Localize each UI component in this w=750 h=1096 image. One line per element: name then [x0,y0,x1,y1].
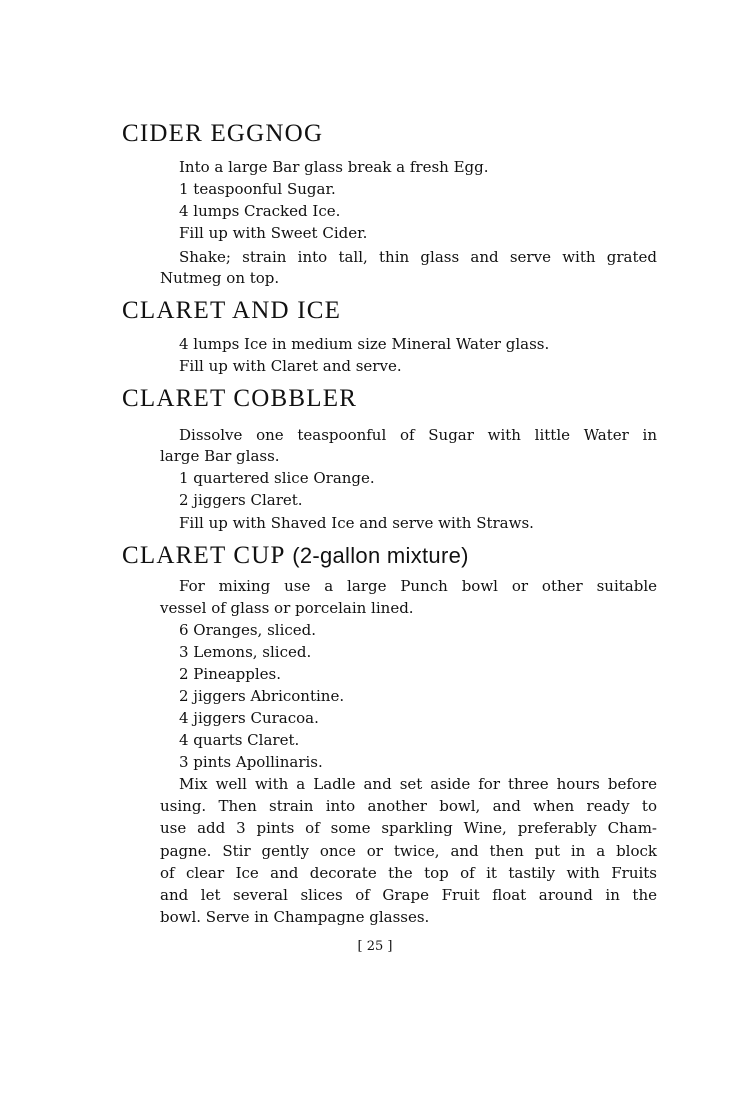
recipe-line: 2 Pineapples. [179,665,282,683]
recipe-line: 1 quartered slice Orange. [179,469,375,487]
recipe-title-text: CLARET CUP [122,542,285,569]
recipe-title-suffix: (2-gallon mixture) [292,543,469,568]
recipe-line: 3 pints Apollinaris. [179,753,323,771]
recipe-line: 4 lumps Cracked Ice. [179,202,341,220]
recipe-line: Fill up with Sweet Cider. [179,224,368,242]
recipe-line: For mixing use a large Punch bowl or other suitable [179,577,657,595]
recipe-line: Shake; strain into tall, thin glass and serve with grated [179,248,657,266]
recipe-line: and let several slices of Grape Fruit float around in the [160,886,657,904]
recipe-title-claret-and-ice: CLARET AND ICE [122,297,342,324]
recipe-line: 6 Oranges, sliced. [179,621,317,639]
recipe-title-cider-eggnog: CIDER EGGNOG [122,120,324,147]
recipe-line: of clear Ice and decorate the top of it tastily with Fruits [160,864,657,882]
page-number: [ 25 ] [357,939,393,954]
recipe-line: Nutmeg on top. [160,269,280,287]
recipe-line: 4 lumps Ice in medium size Mineral Water glass. [179,335,550,353]
recipe-line: Fill up with Claret and serve. [179,357,402,375]
recipe-line: using. Then strain into another bowl, and when ready to [160,797,657,815]
recipe-line: 2 jiggers Claret. [179,491,303,509]
recipe-line: 4 jiggers Curacoa. [179,709,319,727]
recipe-line: Fill up with Shaved Ice and serve with Straws. [179,514,534,532]
recipe-line: 2 jiggers Abricontine. [179,687,345,705]
recipe-line: pagne. Stir gently once or twice, and then put in a block [160,842,657,860]
recipe-line: bowl. Serve in Champagne glasses. [160,908,430,926]
recipe-title-claret-cup [122,541,469,571]
recipe-line: use add 3 pints of some sparkling Wine, preferably Cham- [160,819,657,837]
recipe-line: 4 quarts Claret. [179,731,300,749]
recipe-line: 3 Lemons, sliced. [179,643,312,661]
recipe-line: 1 teaspoonful Sugar. [179,180,336,198]
recipe-line: Mix well with a Ladle and set aside for three hours before [179,775,657,793]
recipe-title-claret-cobbler: CLARET COBBLER [122,385,358,412]
recipe-line: vessel of glass or porcelain lined. [160,599,414,617]
recipe-line: large Bar glass. [160,447,280,465]
recipe-line: Dissolve one teaspoonful of Sugar with little Water in [179,426,657,444]
recipe-line: Into a large Bar glass break a fresh Egg. [179,158,489,176]
